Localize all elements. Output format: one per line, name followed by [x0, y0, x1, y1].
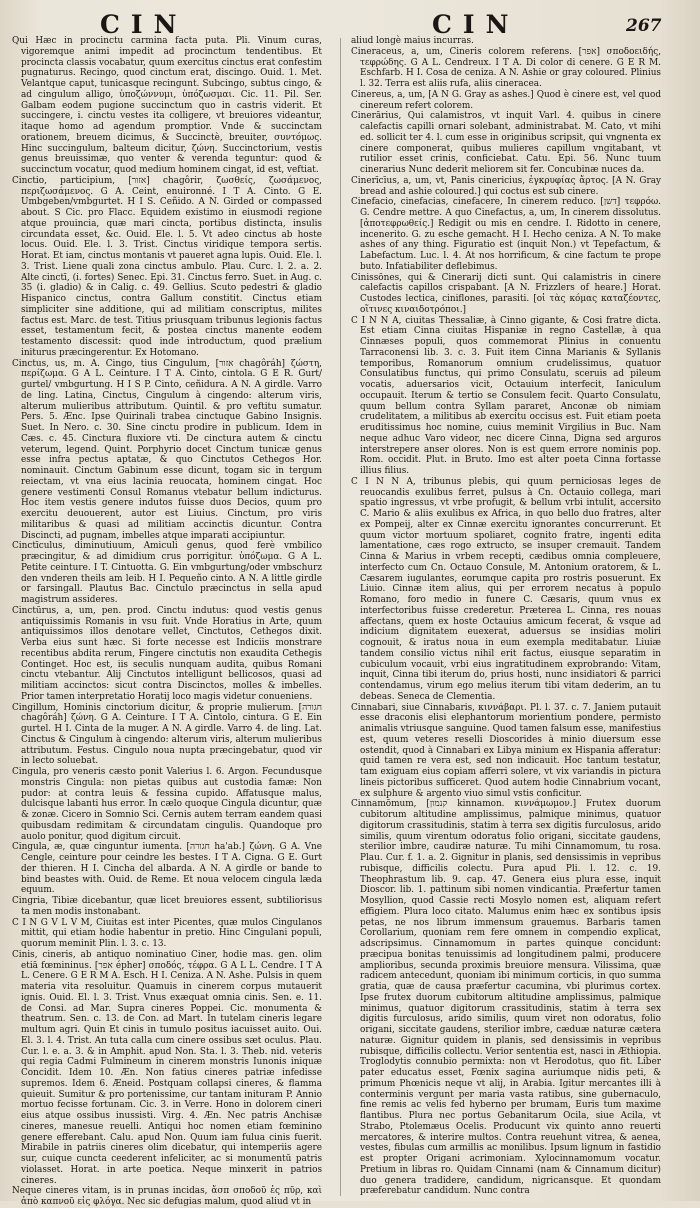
dictionary-entry: Cinnabari, siue Cinnabaris, κιννάβαρι. Pl. l. 37. c. 7. Janiem putauit esse draconis elisi elephantorum morientium pondere, permisto animalis vtriusque sanguine. Quod tamen falsum esse, manifestius est, quum veteres reselli Dioscorides à minio diuersum esse ostendit, quod à Cinnabari ex Libya minium ex Hispania afferatur: quid tamen re vera est, sed non indicauit. Hoc tantum testatur, tam exiguam eius copiam afferri solere, vt vix variandis in pictura lineis pictoribus sufficeret. Quod autem hodie Cinnabrium vocant, ex sulphure & argento viuo simul vstis conficitur. — [351, 702, 661, 799]
dictionary-entry: Cinis, cineris, ab antiquo nominatiuo Ciner, hodie mas. gen. olim etiā fœmininus. [אפר épher] σποδός, τέφρα. G A L L. Cendre. I T A L. Cenere. G E R M A. Esch. H I. Ceniza. A N. Ashe. Pulsis in quem materia vita resoluitur. Quamuis in cinerem corpus mutauerit ignis. Ouid. El. l. 3. Trist. Vnus exæquat omnia cinis. Sen. e. 11. de Consi. ad Mar. Supra cineres Poppei. Cic. monumenta & theatrum. Sen. c. 13. de Con. ad Mart. In tutelam cineris legare multum agri. Quin Et cinis in tumulo positus iacuisset auito. Oui. El. 3. l. 4. Trist. An tuta calla cum cinere ossibus sæt oculus. Plau. Cur. l. e. a. 3. & in Amphit. apud Non. Sta. l. 3. Theb. nid. veteris qui regia Cadmi Fulmineum in cinerem monstris Iunonis iniquæ Concidit. Idem 10. Æn. Non fatius cineres patriæ infedisse supremos. Idem 6. Æneid. Postquam collapsi cineres, & flamma quieuit. Sumitur & pro portenissime, cur tantam inituram P. Annio mortuo fecisse fortunam. Cic. 3. in Verre. Hono in dolorem cineri eius atque ossibus inussisti. Virg. 4. Æn. Nec patris Anchisæ cineres, manesue reuelli. Antiqui hoc nomen etiam fœminino genere efferebant. Calu. apud Non. Quum iam fulua cinis fuerit. Mirabile in patriis cineres olim dicebatur, qui intemperiis agere sur, cuique cuncta ceederent infeliciter, ac si monumentū patris violasset. Horat. in arte poetica. Neque minxerit in patrios cineres. — [12, 949, 323, 1186]
dictionary-entry: Cinerīcīus, a, um, vt, Panis cinericius, ἐγκρυφίας ἄρτος. [A N. Gray bread and ashie coloured.] qui coctus est sub cinere. — [351, 175, 661, 197]
dictionary-entry: Cinefacio, cinefacias, cinefacere, In cinerem reduco. [דשן] τεφρόω. G. Cendre mettre. A quo Cinefactus, a, um, In cinerem dissolutus. [ἀποτεφρωθείς.] Redigit ou mis en cendre. I. Ridotto in cenere, incenerito. G. zu esche gemacht. H I. Hecho ceniza. A N. To make ashes of any thing. Figuratio est (inquit Non.) vt Tepefactum, & Labefactum. Luc. l. 4. At nos horrificum, & cine factum te prope buto. Infatiabiliter deflebimus. — [351, 197, 662, 272]
dictionary-entry: Cinnamōmum, [קנמון kinnamon. κιννάμωμον.] Frutex duorum cubitorum altitudine amplissimus, palmique minimus, quatuor digitorum crassitudinis, statim à terra sex digitis furculosus, arido similis, quum virentum odoratus folio origani, siccitate gaudens, sterilior imbre, caudiræ naturæ. Tu mihi Cinnamomum, tu rosa. Plau. Cur. f. 1. a. 2. Gignitur in planis, sed densissimis in vepribus rubisque, difficilis colectu. Pura apud Pli. l. 12. c. 19. Theophrastum lib. 9. cap. 47. Genera eius plura esse, inquit Dioscor. lib. 1. pattinum sibi nomen vindicantia. Præfertur tamen Mosyllion, quod Cassie recti Mosylo nomen est, aliquam refert effigiem. Plura loco citato. Malumus enim hæc ex sontibus ipsis petas, ne nos librum immensum grauemus. Barbaris tamen Corollarium, quoniam rem fere omnem in compendio explicat, adscripsimus. Cinnamomum in partes quinque concidunt: præcipua bonitas tenuissimis ad longitudinem palmi, producere amplioribus, secunda proximis breuiore mensura. Vilissima, quæ radicem antecedunt, quoniam ibi minimum corticis, in quo summa gratia, quæ de causa præfertur cacumina, vbi plurimus cortex. Ipse frutex duorum cubitorum altitudine amplissimus, palmique minimus, quatuor digitorum crassitudinis, statim à terra sex digitis furculosus, arido similis, quum viret non odoratus, folio origani, siccitate gaudens, sterilior imbre, cæduæ naturæ cætera naturæ. Gignitur quidem in planis, sed densissimis in vepribus rubisque, difficilis collectu. Verior sententia est, nasci in Æthiopia. Troglodytis connubio permixta: non vt Herodotus, quo fit. Liber pater educatus esset, Fœnix sagina auriumque nidis peti, & primum Phœnicis neque vt alij, in Arabia. Igitur mercantes illi à conterminis vergunt per maria vasta ratibus, sine gubernaculo, fine remis ac velis fed hyberno per brumam, Euris tum maxime flantibus. Plura nec portus Gebanitarum Ocila, siue Acila, vt Strabo, Ptolemæus Ocelis. Producunt vix quinto anno reuerti mercatores, & interire multos. Contra reuehunt vitrea, & aenea, vestes, fibulas cum armillis ac monilibus. Ipsum lignum in fastidio est propter Origani acrimoniam. Xylocinnamomum vocatur. Pretium in libras ro. Quidam Cinnami (nam & Cinnamum dicitur) duo genera tradidere, candidum, nigricansque. Et quondam præferebatur candidum. Nunc contra — [351, 799, 661, 1197]
running-head-right: CIN — [432, 10, 520, 39]
dictionary-entry: Cinctīculus, diminutiuum, Amiculi genus, quod ferè vmbilico præcingitur, & ad dimidium crus porrigitur. ὑπόζωμα. G A L. Petite ceinture. I T. Cintuotta. G. Ein vmbgurtung/oder vmbschurz den vnderen theils am leib. H I. Pequeño cinto. A N. A little girdle or farsingall. Plautus Bac. Cinctulo præcinctus in sella apud magistrum assideres. — [12, 541, 322, 605]
dictionary-entry: C I N N A, ciuitas Thessaliæ, à Cinno gigante, & Cosi fratre dicta. Est etiam Cinna ciuitas Hispaniæ in regno Castellæ, à qua Cinnæses populi, quos commemorat Plinius in conuentu Tarraconensi lib. 3. c. 3. Fuit item Cinna Marianis & Syllanis temporibus, Romanorum omnium crudelissimus, quatuor Consulatibus functus, qui primo Consulatu, sceruis ad pileum vocatis, aduersarios vicit, Octauium interfecit, Ianiculum occupauit. Iterum & tertio se Consulem fecit. Quarto Consulatu, quum bellum contra Syllam pararet, Anconæ ob nimiam crudelitatem, a militibus ab exercitu occisus est. Fuit etiam poeta eruditissimus hoc nomine, cuius meminit Virgilius in Buc. Nam neque adhuc Varo videor, nec dicere Cinna, Digna sed arguros interstrepere anser olores. Non is est quem errore nominis pop. Rom. occidit. Plut. in Bruto. Imo est alter poeta Cinna fortasse illius filius. — [351, 315, 661, 476]
dictionary-entry: C I N N A, tribunus plebis, qui quum perniciosas leges de reuocandis exulibus ferret, pulsus à Cn. Octauio collega, mari spatio ingressus, vt vrbe profugit, & bellum vrbi intulit, accersito C. Mario & aliis exulibus ex Africa, in quo bello duo fratres, alter ex Pompeij, alter ex Cinnæ exercitu ignorantes concurrerunt. Et quum victor mortuum spoliaret, cognito fratre, ingenti edita lamentatione, cæs rogo extructo, se insuper cremauit. Tandem Cinna & Marius in vrbem recepti, cædibus omnia compleuere, interfecto cum Cn. Octauo Consule, M. Antonium oratorem, & L. Cæsarem iugulantes, eorumque capita pro rostris posuerunt. Ex Liuio. Cinnæ item alius, qui per errorem necatus à populo Romano, foro medio in funere C. Cæsaris, quum vnus ex interfectoribus fuisse crederetur. Præterea L. Cinna, res nouas affectans, quem ex hoste Octauius amicum fecerat, & vsque ad indicium dignitatem euexerat, aduersus se insidias moliri cognouit, & iratus noua in eum exempla meditabatur. Liuiæ tandem consilio victus nihil erit factus, eiusque separatim in cubiculum vocauit, vrbi eius ingratitudinem exprobrando: Vitam, inquit, Cinna tibi iterum do, prius hosti, nunc insidiatori & parrici contendamus, virum ego melius iterum tibi vitam dederim, an tu debeas. Seneca de Clementia. — [351, 476, 661, 702]
running-header — [0, 6, 700, 40]
dictionary-entry: Cineraceus, a, um, Cineris colorem referens. [אפר] σποδοειδής, τεφρώδης. G A L. Cendreux. I T A. Di color di cenere. G E R M. Eschfarb. H I. Cosa de ceniza. A N. Ashie or gray coloured. Plinius l. 32. Terra est aliis rufa, aliis cineracea. — [351, 46, 662, 89]
right-column — [351, 36, 661, 1196]
dictionary-entry: Cinerārius, Qui calamistros, vt inquit Varl. 4. quibus in cinere calefactis capilli ornari solebant, administrabat. M. Cato, vt mihi ed. sollicit ter 4. l. cum esse in originibus scripsit, qui vngnenta ex cinere componerat, quibus mulieres capillum vngitabant, vt rutilior esset crinis, conficiebat. Catu. Epi. 56. Nunc tuum cinerarius Nunc dederit meliorem sit fer. Concubinæ nuces da. — [351, 111, 661, 175]
dictionary-entry: aliud longè maius incurras. — [351, 36, 474, 46]
dictionary-entry: Cingula, æ, quæ cinguntur iumenta. [חגורה ha'ab.] ζώνη. G A. Vne Cengle, ceinture pour ceindre les bestes. I T A. Cigna. G E. Gurt der thieren. H I. Cincha del albarda. A N. A girdle or bande to bind beastes with. Ouid. de Reme. Et noua velocem cingula læda equum. — [12, 842, 322, 896]
dictionary-entry: Cinissōnes, qui & Cinerarij dicti sunt. Qui calamistris in cinere calefactis capillos crispabant. [A N. Frizzlers of heare.] Horat. Custodes lectica, ciniflones, parasiti. [οἱ τὰς κόμας καταζέοντες, οἵτινες κιναιδοτρόποι.] — [351, 272, 661, 315]
dictionary-entry: Cinctus, us, m. A. Cingo, tius Cingulum, [אזור chagôráh] ζώστη, περίζωμα. G A L. Ceinture. I T A. Cinto, cintola. G E R. Gurt/ gurtel/ vmbgurtung. H I S P. Cinto, ceñidura. A N. A girdle. Varro de ling. Latina, Cinctus, Cingulum à cingendo: alterum viris, alterum mulieribus attributum. Quintil. & pro veftitu sumatur. Pers. 5. Ænc. Ipse Quirinali trabea cinctuque Gabino Insignis. Suet. In Nero. c. 30. Sine cinctu prodire in publicum. Idem in Cæs. c. 45. Cinctura fluxiore vti. De cinctura autem & cinctu veterum, legend. Quint. Porphyrio docet Cinctum tunicæ genus esse infra pectus aptatæ, & quo Cinctutos Cethegos Hor. nominauit. Cinctum Gabinum esse dicunt, togam sic in tergum reiectam, vt vna eius lacinia reuocata, hominem cingat. Hoc genere vestimenti Consul Romanus vtebatur bellum indicturus. Hoc item vestis genere indutos fuisse duos Decios, quum pro exercitu deuouerent, autor est Liuius. Cinctum, pro viris militaribus & quasi ad militiam accinctis dicuntur. Contra Discincti, ad pugnam, imbelles atque imparati accipiuntur. — [12, 358, 322, 541]
page-number: 267 — [626, 16, 662, 36]
left-column — [12, 36, 323, 1207]
dictionary-entry: Neque cineres vitam, is in prunas incidas, ἄσπ σποδοῦ ἐς πῦρ, καὶ ἀπὸ καπνοῦ εἰς φλόγα. Nec sic defugias malum, quod aliud vt in — [12, 1186, 322, 1207]
dictionary-entry: Cingillum, Hominis cinctorium dicitur, & proprie mulierum. [חגורה chagôráh] ζώνη. G A. Ceinture. I T A. Cintolo, cintura. G E. Ein gurtel. H I. Cinta de la muger. A N. A girdle. Varro 4. de ling. Lat. Cinctus & Cingulum à cingendo: alterum viris, alterum mulieribus attributum. Festus. Cingulo noua nupta præcingebatur, quod vir in lecto soluebat. — [12, 702, 322, 767]
dictionary-entry: Cingula, pro veneris cæsto ponit Valerius l. 6. Argon. Fecundusque monstris Cingula: non pietas quibus aut custodia famæ: Non pudor: at contra leuis & fessina cupido. Affatusque malus, dulcisque labanti hus error. In cælo quoque Cingula dicuntur, quæ & zonæ. Cicero in Somnio Sci. Cernis autem terram eandem quasi quibusdam redimitam & circundatam cingulis. Quandoque pro auolo ponitur, quod digitum circuit. — [12, 767, 322, 842]
dictionary-entry: Cinereus, a, um, [A N G. Gray as ashes.] Quod è cinere est, vel quod cinereum refert colorem. — [351, 89, 661, 111]
dictionary-entry: Qui Hæc in procinctu carmina facta puta. Pli. Vinum curas, vigoremque animi impedit ad procinctum tendentibus. Et procincta classis vocabatur, quum exercitus cinctus erat confestim pugnaturus. Recingo, quod cinctum erat, discingo. Ouid. 1. Met. Velantque caput, tunicasque recingunt. Subcingo, subtus cingo, & ad cingulum alligo, ὑποζώννυμι, ὑπόζωσμαι. Cic. 11. Pil. Ser. Galbam eodem pugione succinctum quo in castris viderit. Et succingere, i. cinctu vestes ita colligere, vt breuiores videantur, itaque homo ad agendum promptior. Vnde & succinctam orationem, breuem dicimus, & Succinctè, breuiter, συντόμως. Hinc succingulum, balteum dicitur, ζώνη. Succinctorium, vestis genus breuissimæ, quo venter & verenda teguntur: quod & succinctum vocatur, quod medium hominem cingat, id est, veftiat. — [12, 36, 322, 175]
dictionary-entry: Cinctūrus, a, um, pen. prod. Cinctu indutus: quod vestis genus antiquissimis Romanis in vsu fuit. Vnde Horatius in Arte, quum antiquissimos illos denotare vellet, Cinctutos, Cethegos dixit. Verba eius sunt hæc. Si forte necesse est Indiciis monstrare recentibus abdita rerum, Fingere cinctutis non exaudita Cethegis Continget. Hoc est, iis seculis nunquam audita, quibus Romani cinctu vtebantur. Alij Cinctutos intelligunt bellicosos, quasi ad militiam accinctos: sicut contra Discinctos, molles & imbelles. Prior tamen interpretatio Horatij loco magis videtur conueniens. — [12, 605, 322, 702]
dictionary-entry: Cinctio, participium, [אזור] chagôrir, ζωσθείς, ζωσάμενος, περιζωσάμενος. G A. Ceint, enuironné. I T A. Cinto. G E. Umbgeben/vmbgurtet. H I S. Ceñido. A N. Girded or compassed about. S Cic. pro Flacc. Equidem existimo in eiusmodi regione atque prouincia, quæ mari cincta, portibus distincta, insulis circundata esset, &c. Ouid. Ele. l. 5. Vt adeo cinctus ab hoste locus. Ouid. Ele. l. 3. Trist. Cinctus viridique tempora sertis. Horat. Et iam, cinctus montanis vt paueret agna lupis. Ouid. Ele. l. 3. Trist. Liene quali zona cinctus ambulo. Plau. Curc. l. 2. a. 2. Alte cinctī, (i. fortes) Senec. Epi. 31. Cinctus ferro. Suet. in Aug. c. 35 (i. gladio) & in Calig. c. 49. Gellius. Scuto pedestri & gladio Hispanico cinctus, contra Gallum constitit. Cinctus etiam simpliciter sine additione, qui ad militiam conscriptus, milites factus est. Marc. de test. Titius priusquam tribunus legionis factus esset, testamentum fecit, & postea cinctus manente eodem testamento discessit: quod inde introductum, quod prælium initurus præcingerentur. Ex Hotomano. — [12, 175, 322, 358]
dictionary-entry: Cingria, Tibiæ dicebantur, quæ licet breuiores essent, subtiliorisus ta men modis instonabant. — [12, 896, 322, 917]
column-divider — [340, 38, 341, 1196]
dictionary-entry: C I N G V L V M, Ciuitas est inter Picentes, quæ mulos Cingulanos mittit, qui etiam hodie habentur in pretio. Hinc Cingulani populi, quorum meminit Plin. l. 3. c. 13. — [12, 917, 322, 949]
running-head-left: CIN — [100, 10, 188, 39]
